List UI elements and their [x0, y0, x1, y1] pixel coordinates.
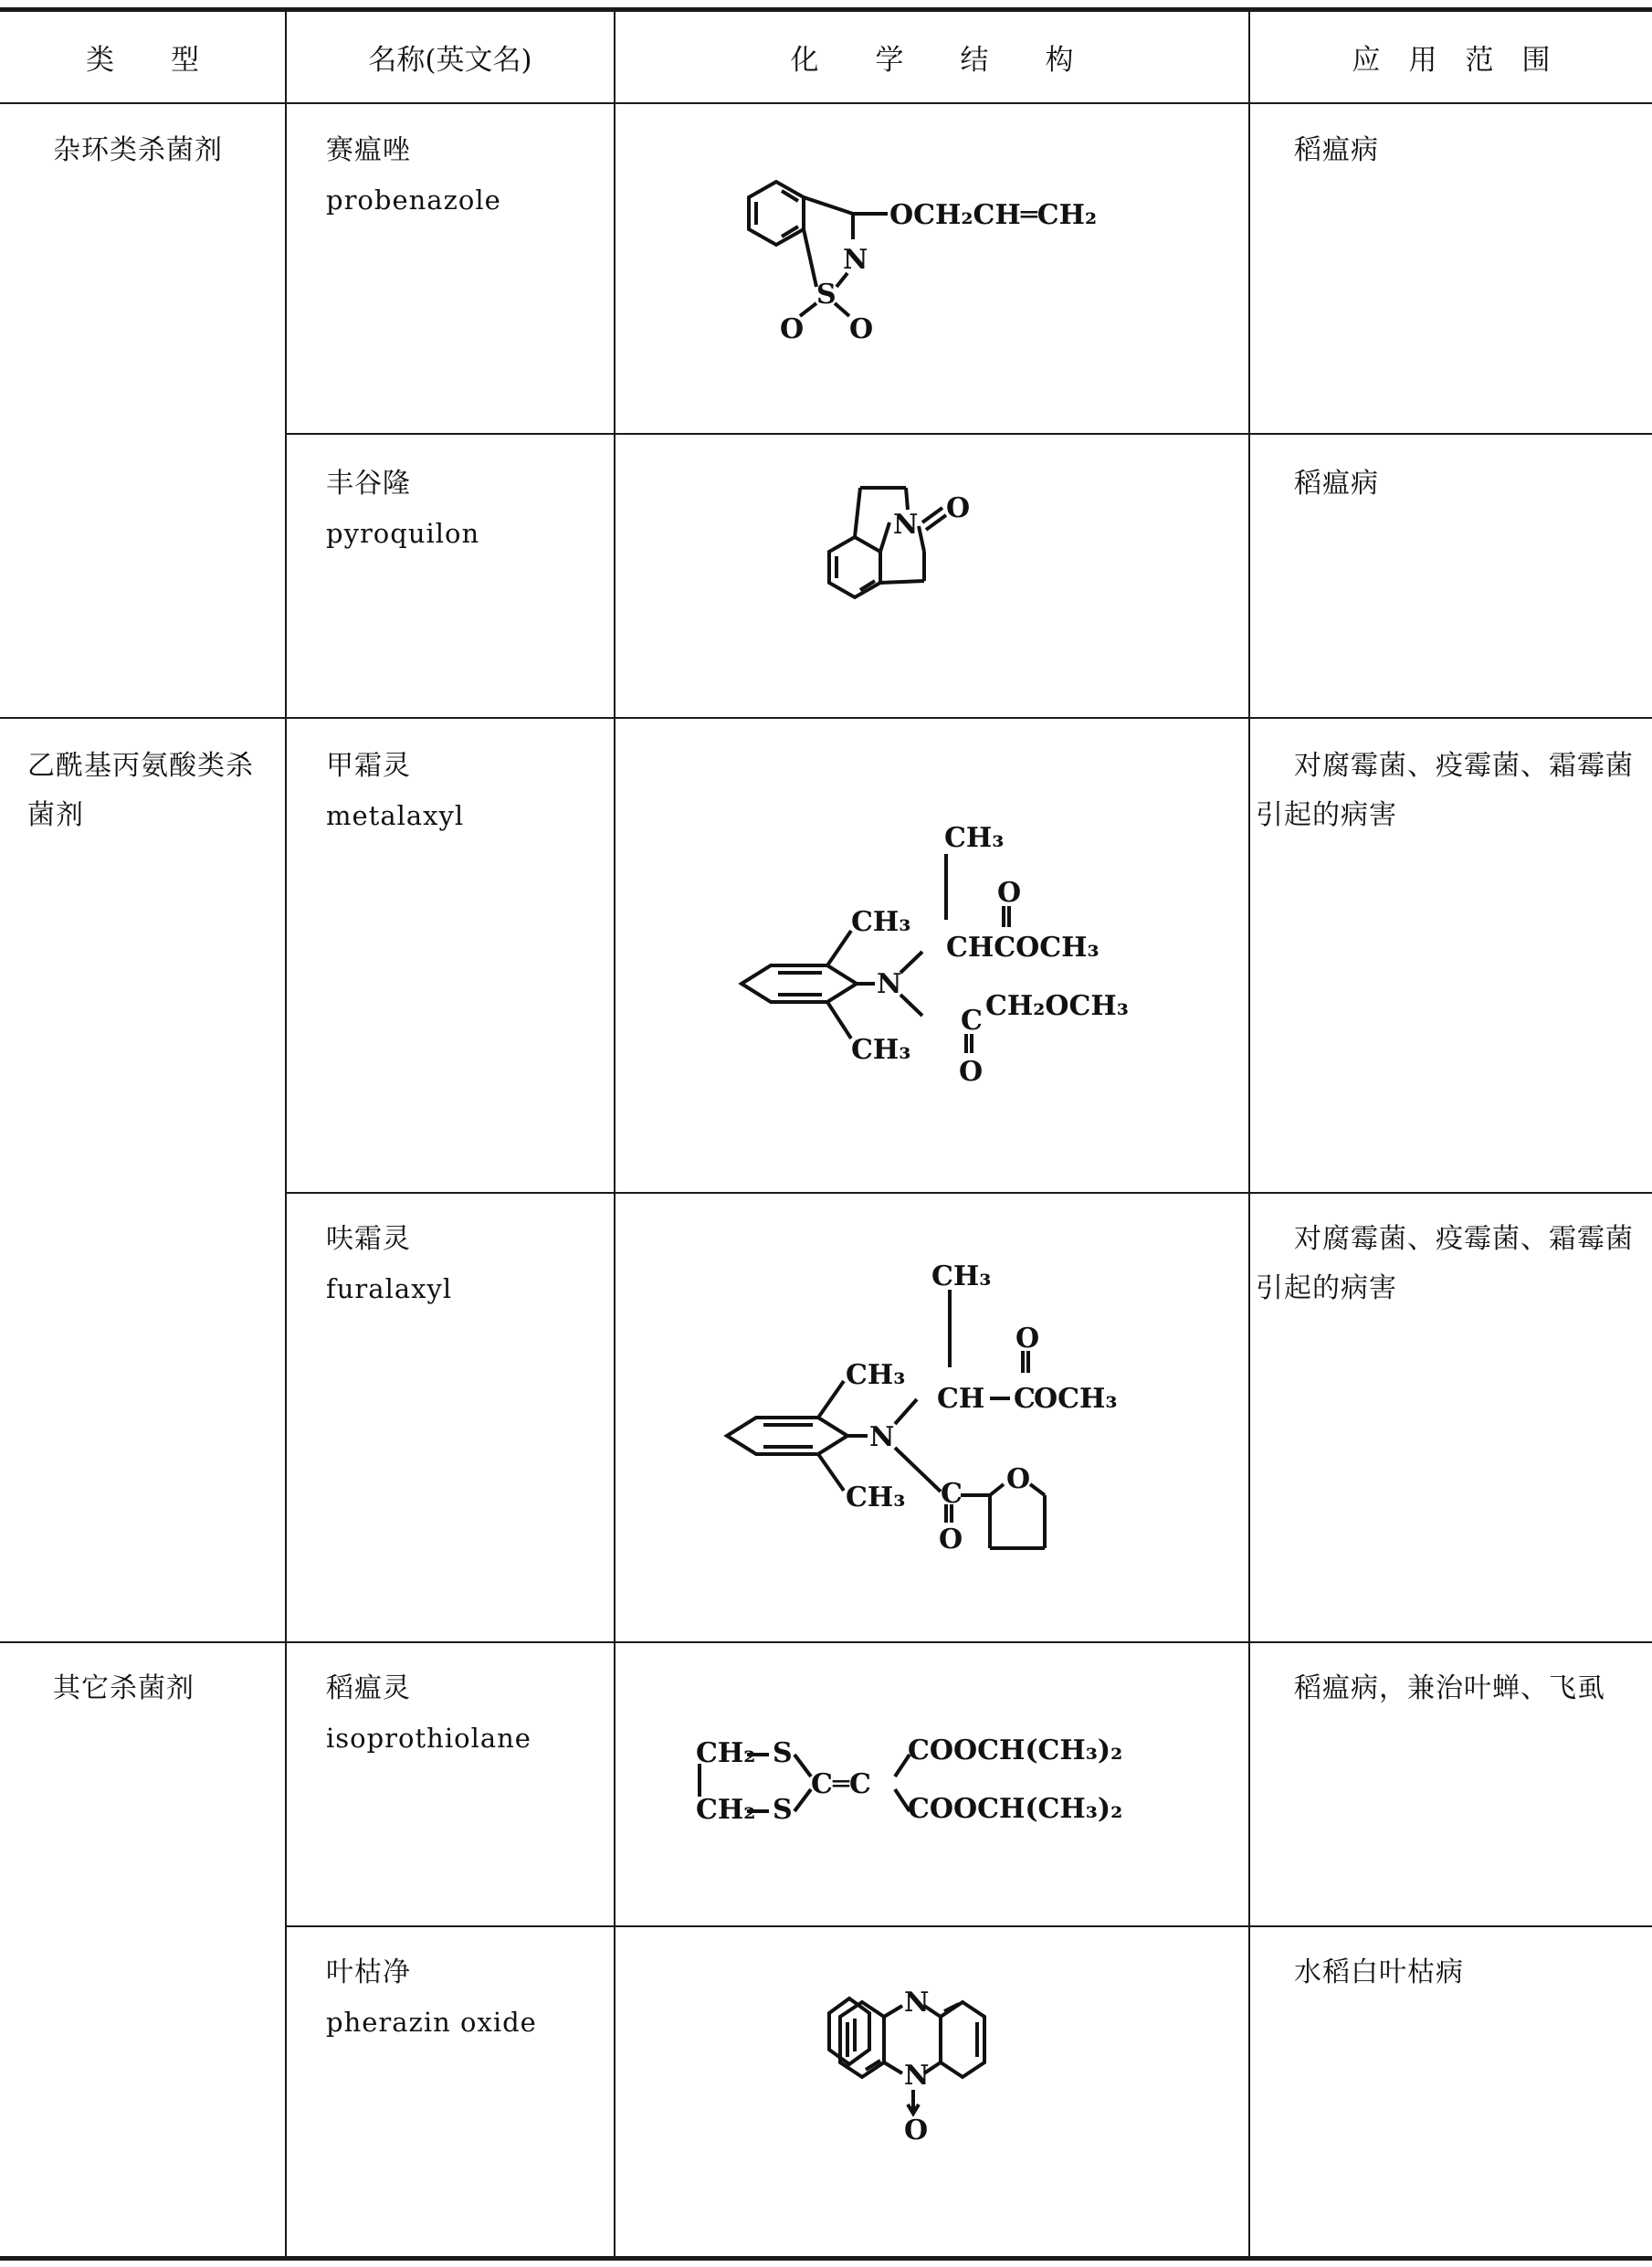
ring-bond	[919, 526, 924, 552]
name-en: isoprothiolane	[326, 1723, 531, 1754]
o-label: O	[939, 1524, 963, 1555]
bond	[794, 1789, 811, 1811]
bond	[818, 1381, 844, 1418]
name-en: pherazin oxide	[326, 2007, 537, 2038]
structure-pherazin-oxide	[616, 1927, 1248, 2256]
usage: 对腐霉菌、疫霉菌、霜霉菌引起的病害	[1256, 750, 1634, 831]
header-type: 类 型	[86, 44, 199, 77]
group-type: 乙酰基丙氨酸类杀菌剂	[27, 750, 254, 831]
ch2och3-label: CH₂OCH₃	[985, 990, 1129, 1022]
usage: 对腐霉菌、疫霉菌、霜霉菌引起的病害	[1256, 1223, 1634, 1304]
n-label: N	[904, 2060, 930, 2092]
ch3-label: CH₃	[851, 1034, 911, 1066]
bond	[827, 1002, 851, 1039]
top-rule	[0, 7, 1652, 12]
benzene-ring	[727, 1418, 847, 1454]
c-label: C	[961, 1005, 983, 1037]
group-type: 其它杀菌剂	[53, 1672, 195, 1704]
n-label: N	[893, 509, 919, 541]
name-en: metalaxyl	[326, 800, 465, 831]
bond	[818, 1454, 844, 1491]
column-rule	[1248, 7, 1250, 2258]
ring-bond	[880, 581, 924, 583]
structure-pyroquilon	[616, 435, 1248, 717]
c-label: C	[941, 1478, 963, 1510]
bond	[900, 995, 922, 1016]
name-en: furalaxyl	[326, 1273, 453, 1304]
bond	[794, 1755, 811, 1777]
c-label: C	[1014, 1383, 1036, 1415]
name-en: pyroquilon	[326, 518, 480, 549]
n-label: N	[904, 1987, 930, 2019]
name-cn: 赛瘟唑	[326, 134, 411, 166]
s-label: S	[773, 1737, 793, 1769]
o-label: O	[904, 2114, 929, 2146]
ch3-label: CH₃	[846, 1481, 906, 1513]
ester-label: COOCH(CH₃)₂	[908, 1793, 1123, 1825]
structure-isoprothiolane	[616, 1643, 1248, 1925]
och3-label: OCH₃	[1034, 1383, 1118, 1415]
bond	[900, 952, 922, 973]
o-label: O	[959, 1056, 984, 1088]
name-cn: 丰谷隆	[326, 468, 411, 500]
n-label: N	[877, 968, 902, 1000]
ch2-label: CH₂	[696, 1737, 756, 1769]
n-label: N	[843, 244, 868, 276]
benzene-ring	[742, 965, 857, 1002]
ch3-label: CH₃	[851, 906, 911, 938]
ester-label: COOCH(CH₃)₂	[908, 1735, 1123, 1766]
n-label: N	[869, 1421, 895, 1453]
ch3-label: CH₃	[944, 822, 1005, 854]
name-cn: 甲霜灵	[326, 750, 411, 782]
benzene-ring	[829, 537, 880, 597]
group-type: 杂环类杀菌剂	[53, 134, 223, 166]
name-en: probenazole	[326, 185, 501, 216]
o-label: O	[997, 877, 1022, 909]
usage: 稻瘟病，兼治叶蝉、飞虱	[1294, 1672, 1605, 1704]
ring-bond	[906, 488, 908, 510]
o-label: O	[780, 313, 805, 345]
so-bond	[835, 303, 849, 316]
ch-label: CH	[937, 1383, 985, 1415]
usage: 水稻白叶枯病	[1294, 1956, 1464, 1988]
ch2-label: CH₂	[696, 1794, 756, 1826]
header-name: 名称(英文名)	[368, 44, 532, 77]
o-label: O	[946, 492, 971, 524]
o-label: O	[1006, 1463, 1031, 1495]
usage: 稻瘟病	[1294, 468, 1379, 500]
ch3-label: CH₃	[931, 1260, 992, 1292]
header-structure: 化 学 结 构	[790, 44, 1074, 77]
usage: 稻瘟病	[1294, 134, 1379, 166]
column-rule	[285, 7, 287, 2258]
ring-bond	[884, 2062, 902, 2073]
ring-bond	[804, 229, 816, 287]
ring-bond	[884, 2006, 902, 2017]
ring-bond	[855, 488, 860, 537]
o-label: O	[849, 313, 874, 345]
chain-label: OCH₂CH═CH₂	[889, 199, 1098, 231]
chcooch3-label: CHCOCH₃	[946, 932, 1100, 964]
structure-probenazole	[616, 104, 1248, 433]
name-cn: 叶枯净	[326, 1956, 411, 1988]
s-label: S	[816, 279, 837, 311]
structure-metalaxyl	[616, 719, 1248, 1192]
bond	[827, 931, 851, 965]
benzene-ring	[749, 182, 804, 245]
structure-furalaxyl	[616, 1194, 1248, 1641]
ring-bond	[804, 197, 853, 214]
bond	[895, 1399, 917, 1424]
ch3-label: CH₃	[846, 1359, 906, 1391]
s-label: S	[773, 1794, 793, 1826]
cc-label: C═C	[811, 1768, 871, 1800]
name-cn: 呋霜灵	[326, 1223, 411, 1255]
ring-bond	[880, 522, 889, 552]
bottom-rule	[0, 2256, 1652, 2261]
o-label: O	[1015, 1323, 1040, 1355]
name-cn: 稻瘟灵	[326, 1672, 411, 1704]
header-usage: 应 用 范 围	[1352, 44, 1551, 77]
